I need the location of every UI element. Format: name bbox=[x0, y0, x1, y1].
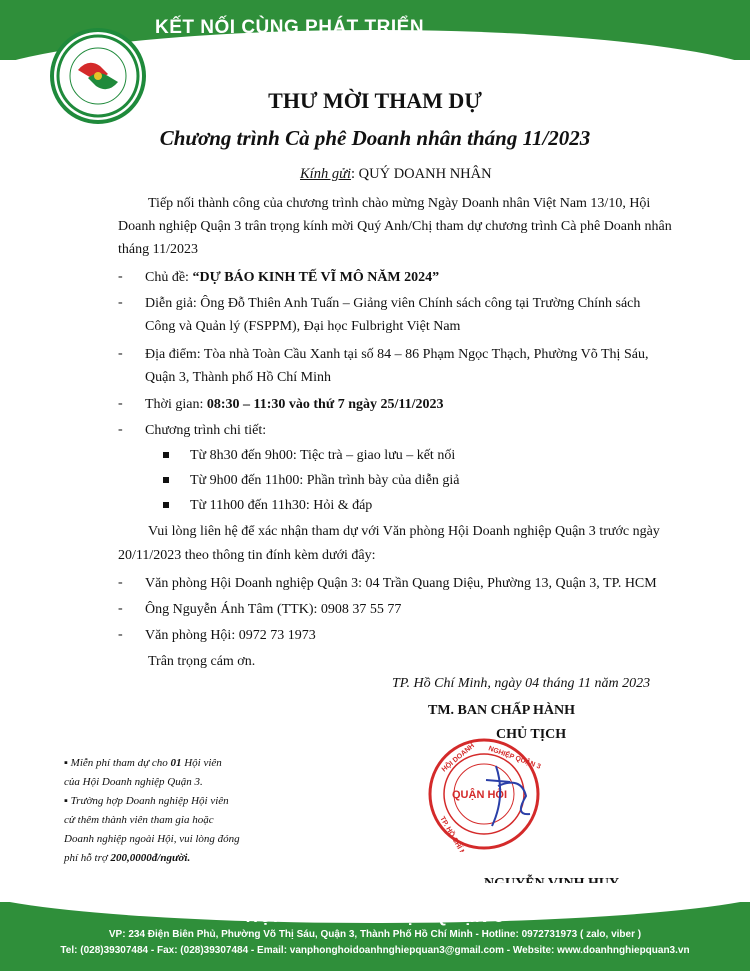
dash-bullet: - bbox=[118, 601, 123, 616]
venue-line-2: Quận 3, Thành phố Hồ Chí Minh bbox=[145, 370, 332, 385]
dash-bullet: - bbox=[118, 575, 123, 590]
letter-title: THƯ MỜI THAM DỰ bbox=[268, 88, 482, 113]
dash-bullet: - bbox=[118, 627, 123, 642]
square-bullet bbox=[163, 502, 169, 508]
contact-line-1: Vui lòng liên hệ để xác nhận tham dự với Văn phòng Hội Doanh nghiệp Quận 3 trước ngày bbox=[148, 524, 660, 539]
dash-bullet: - bbox=[118, 422, 123, 437]
time-label: Thời gian: bbox=[145, 397, 207, 412]
note-2-line-3: Doanh nghiệp ngoài Hội, vui lòng đóng bbox=[64, 833, 240, 845]
dash-bullet: - bbox=[118, 346, 123, 361]
dash-bullet: - bbox=[118, 269, 123, 284]
svg-text:HỘI DOANH: HỘI DOANH bbox=[440, 742, 476, 774]
date-line: TP. Hồ Chí Minh, ngày 04 tháng 11 năm 2023 bbox=[392, 676, 651, 691]
theme-line bbox=[145, 266, 439, 289]
greeting bbox=[300, 166, 492, 183]
contact-item-2: Ông Nguyễn Ánh Tâm (TTK): 0908 37 55 77 bbox=[145, 602, 402, 617]
note-1-suffix: Hội viên bbox=[181, 757, 222, 769]
dash-bullet: - bbox=[118, 295, 123, 310]
contact-line-2: 20/11/2023 theo thông tin đính kèm dưới đây: bbox=[118, 548, 376, 563]
letter-subtitle: Chương trình Cà phê Doanh nhân tháng 11/2023 bbox=[159, 126, 591, 150]
intro-line-2: Doanh nghiệp Quận 3 trân trọng kính mời Quý Anh/Chị tham dự chương trình Cà phê Doanh nhân bbox=[118, 219, 672, 234]
role-executive-board: TM. BAN CHẤP HÀNH bbox=[428, 703, 575, 718]
dash-bullet: - bbox=[118, 396, 123, 411]
greeting-value: : QUÝ DOANH NHÂN bbox=[351, 166, 492, 182]
greeting-label: Kính gửi bbox=[300, 166, 352, 182]
venue-line-1: Địa điểm: Tòa nhà Toàn Cầu Xanh tại số 84 – 86 Phạm Ngọc Thạch, Phường Võ Thị Sáu, bbox=[145, 347, 649, 362]
program-item-1: Từ 8h30 đến 9h00: Tiệc trà – giao lưu – kết nối bbox=[190, 448, 456, 463]
header-slogan: KẾT NỐI CÙNG PHÁT TRIỂN bbox=[155, 17, 425, 38]
closing-line: Trân trọng cám ơn. bbox=[148, 654, 256, 669]
footer-contact-line: Tel: (028)39307484 - Fax: (028)39307484 - Email: vanphonghoidoanhnghiepquan3@gmail.com - Website: www.doanhnghiepquan3.vn bbox=[60, 945, 690, 956]
speaker-line-1: Diễn giả: Ông Đỗ Thiên Anh Tuấn – Giảng viên Chính sách công tại Trường Chính sách bbox=[145, 296, 641, 311]
intro-line-3: tháng 11/2023 bbox=[118, 242, 198, 257]
stamp-icon bbox=[426, 736, 542, 852]
program-label: Chương trình chi tiết: bbox=[145, 423, 267, 438]
time-line bbox=[145, 393, 444, 416]
role-chairman: CHỦ TỊCH bbox=[496, 727, 567, 742]
svg-text:TP. HỒ CHÍ MINH: TP. HỒ CHÍ MINH bbox=[438, 815, 473, 852]
footer-address-line: VP: 234 Điện Biên Phủ, Phường Võ Thị Sáu, Quận 3, Thành Phố Hồ Chí Minh - Hotline: 0972731973 ( zalo, viber ) bbox=[108, 929, 642, 940]
svg-text:NGHIỆP QUẬN 3: NGHIỆP QUẬN 3 bbox=[487, 745, 542, 771]
note-1-text: Miễn phí tham dự cho bbox=[70, 757, 171, 769]
square-bullet bbox=[163, 477, 169, 483]
note-2: ▪ Trường hợp Doanh nghiệp Hội viên bbox=[64, 795, 229, 807]
note-2-line-4 bbox=[64, 849, 264, 868]
theme-label: Chủ đề: bbox=[145, 270, 193, 285]
note-2-line-2: cử thêm thành viên tham gia hoặc bbox=[64, 814, 214, 826]
contact-item-3: Văn phòng Hội: 0972 73 1973 bbox=[145, 628, 316, 643]
official-stamp bbox=[426, 736, 542, 852]
intro-line-1: Tiếp nối thành công của chương trình chào mừng Ngày Doanh nhân Việt Nam 13/10, Hội bbox=[148, 196, 651, 211]
note-1-count: 01 bbox=[170, 757, 182, 769]
note-2-line-1: Trường hợp Doanh nghiệp Hội viên bbox=[70, 795, 229, 807]
time-value: 08:30 – 11:30 vào thứ 7 ngày 25/11/2023 bbox=[206, 397, 444, 412]
svg-text:QUẬN HỘI: QUẬN HỘI bbox=[452, 789, 507, 801]
note-1-line-2: của Hội Doanh nghiệp Quận 3. bbox=[64, 776, 203, 788]
note-2-fee-label: phí hỗ trợ bbox=[64, 852, 111, 864]
contact-item-1: Văn phòng Hội Doanh nghiệp Quận 3: 04 Trần Quang Diệu, Phường 13, Quận 3, TP. HCM bbox=[145, 576, 657, 591]
square-bullet bbox=[163, 452, 169, 458]
note-2-fee-value: 200,0000đ/người. bbox=[110, 852, 191, 864]
program-item-2: Từ 9h00 đến 11h00: Phần trình bày của diễn giả bbox=[190, 473, 460, 488]
theme-value: “DỰ BÁO KINH TẾ VĨ MÔ NĂM 2024” bbox=[192, 270, 440, 285]
note-1: ▪ Miễn phí tham dự cho 01 Hội viên bbox=[64, 757, 222, 769]
speaker-line-2: Công và Quản lý (FSPPM), Đại học Fulbright Việt Nam bbox=[145, 319, 461, 334]
program-item-3: Từ 11h00 đến 11h30: Hỏi & đáp bbox=[190, 498, 373, 513]
footer-title: HỘI DOANH NGHIỆP QUẬN 3 bbox=[245, 907, 505, 926]
notes-box bbox=[64, 754, 264, 868]
